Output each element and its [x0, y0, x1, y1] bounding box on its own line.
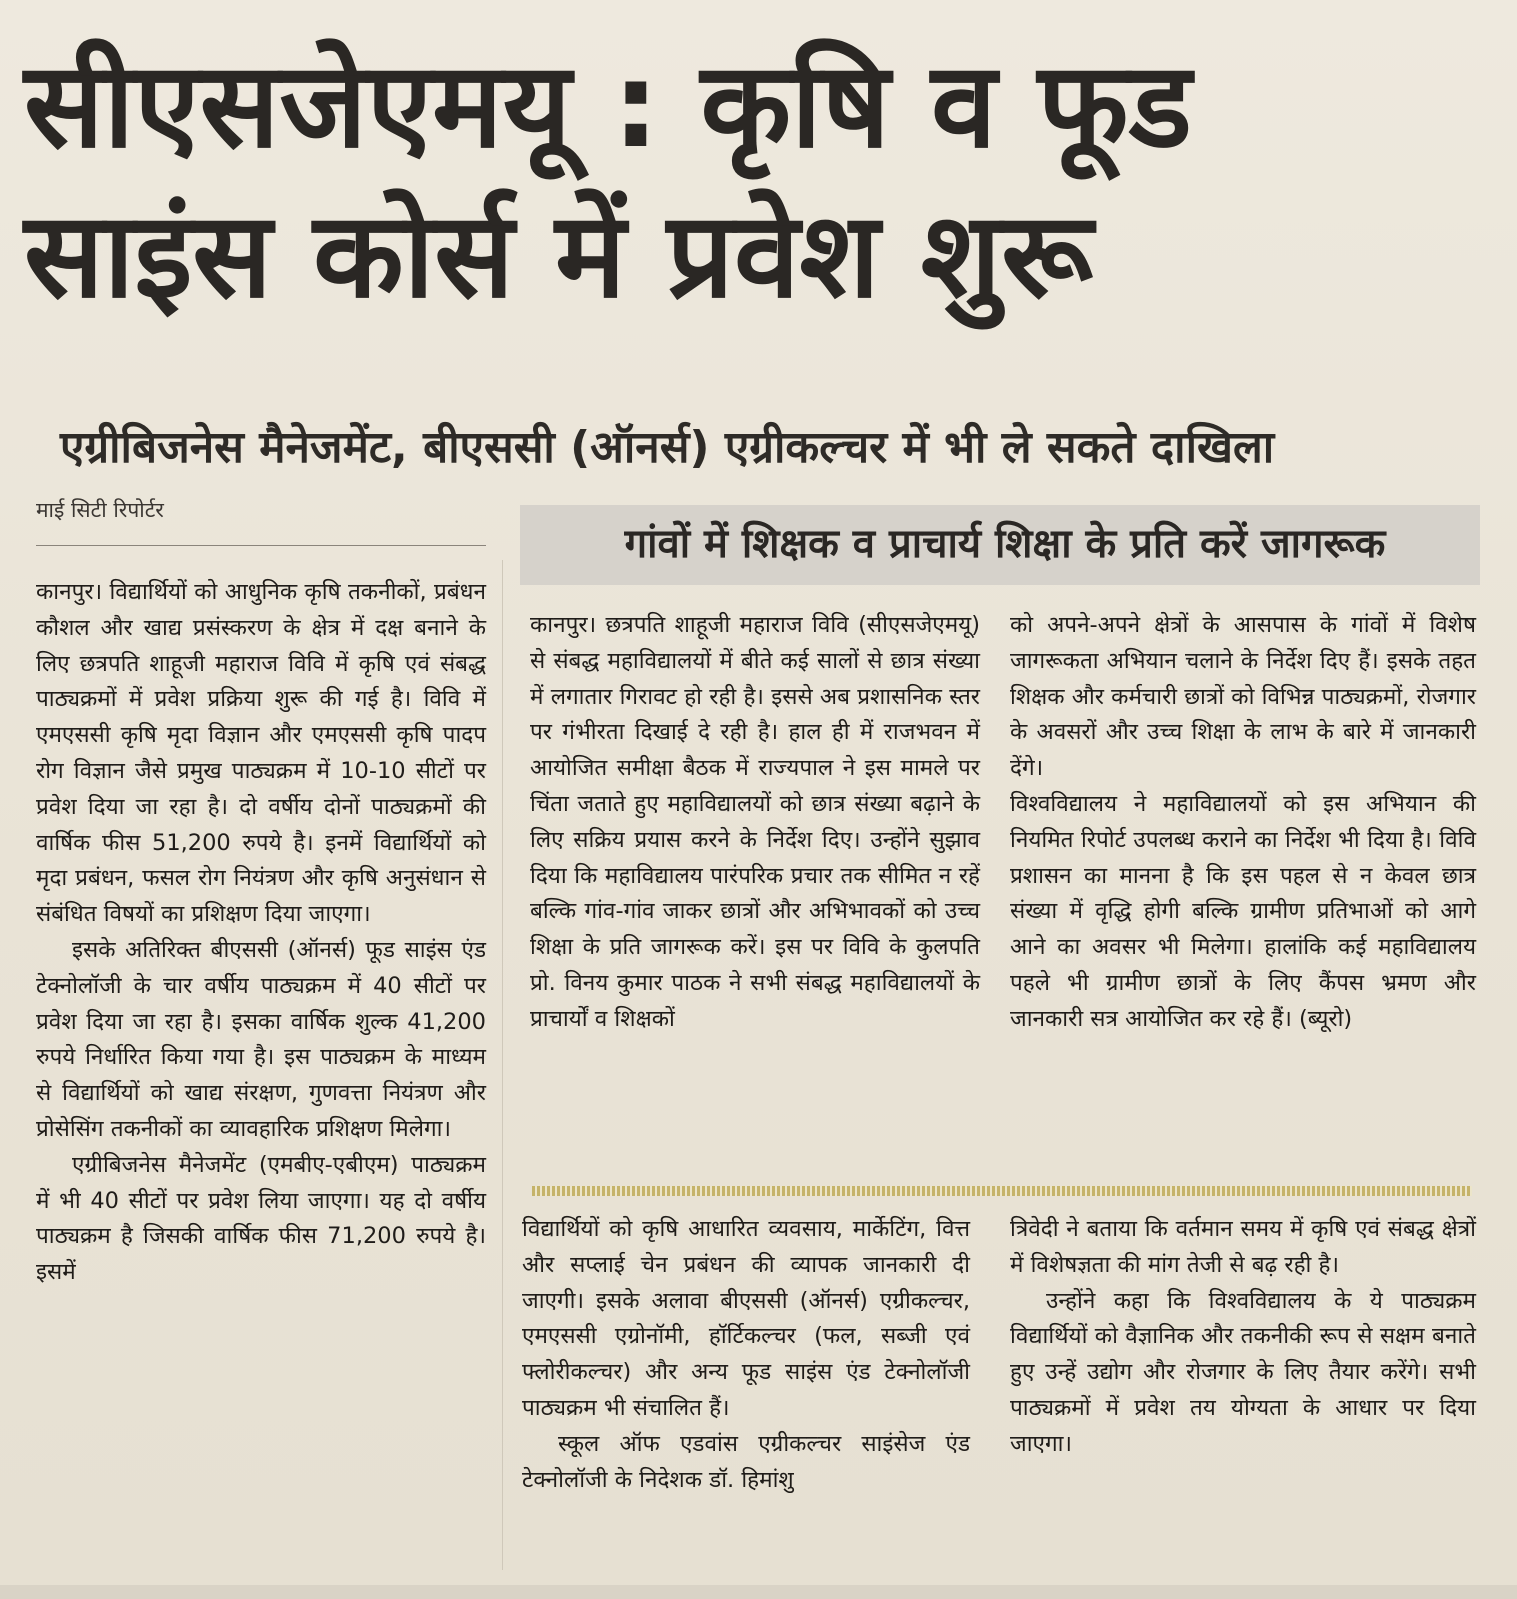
- main-story-column: [36, 575, 486, 1291]
- side-paragraph-1: कानपुर। छत्रपति शाहूजी महाराज विवि (सीएसजेएमयू) से संबद्ध महाविद्यालयों में बीते कई सालों से छात्र संख्या में लगातार गिरावट हो रही है। इससे अब प्रशासनिक स्तर पर गंभीरता दिखाई दे रही है। हाल ही में राजभवन में आयोजित समीक्षा बैठक में राज्यपाल ने इस मामले पर चिंता जताते हुए महाविद्यालयों को छात्र संख्या बढ़ाने के लिए सक्रिय प्रयास करने के निर्देश दिए। उन्होंने सुझाव दिया कि महाविद्यालय पारंपरिक प्रचार तक सीमित न रहें बल्कि गांव-गांव जाकर छात्रों और अभिभावकों को उच्च शिक्षा के प्रति जागरूक करें। इस पर विवि के कुलपति प्रो. विनय कुमार पाठक ने सभी संबद्ध महाविद्यालयों के प्राचार्यों व शिक्षकों: [530, 612, 980, 1032]
- side-paragraph-3: विश्वविद्यालय ने महाविद्यालयों को इस अभियान की नियमित रिपोर्ट उपलब्ध कराने का निर्देश भी दिया है। विवि प्रशासन का मानना है कि इस पहल से न केवल छात्र संख्या में वृद्धि होगी बल्कि ग्रामीण प्रतिभाओं को आगे आने का अवसर भी मिलेगा। हालांकि कई महाविद्यालय पहले भी ग्रामीण छात्रों के लिए कैंपस भ्रमण और जानकारी सत्र आयोजित कर रहे हैं। (ब्यूरो): [1010, 790, 1476, 1032]
- sub-headline: एग्रीबिजनेस मैनेजमेंट, बीएससी (ऑनर्स) एग्रीकल्चर में भी ले सकते दाखिला: [60, 422, 1275, 473]
- main-paragraph-1: कानपुर। विद्यार्थियों को आधुनिक कृषि तकनीकों, प्रबंधन कौशल और खाद्य प्रसंस्करण के क्षेत्र में दक्ष बनाने के लिए छत्रपति शाहूजी महाराज विवि में कृषि एवं संबद्ध पाठ्यक्रमों में प्रवेश प्रक्रिया शुरू की गई है। विवि में एमएससी कृषि मृदा विज्ञान और एमएससी कृषि पादप रोग विज्ञान जैसे प्रमुख पाठ्यक्रम में 10-10 सीटों पर प्रवेश दिया जा रहा है। दो वर्षीय दोनों पाठ्यक्रमों की वार्षिक फीस 51,200 रुपये है। इनमें विद्यार्थियों को मृदा प्रबंधन, फसल रोग नियंत्रण और कृषि अनुसंधान से संबंधित विषयों का प्रशिक्षण दिया जाएगा।: [36, 579, 486, 928]
- main-headline: [24, 30, 1494, 330]
- byline: माई सिटी रिपोर्टर: [36, 498, 164, 522]
- side-story-column-2: [1010, 608, 1476, 1038]
- continuation-paragraph-3: त्रिवेदी ने बताया कि वर्तमान समय में कृषि एवं संबद्ध क्षेत्रों में विशेषज्ञता की मांग तेजी से बढ़ रही है।: [1010, 1216, 1476, 1278]
- main-story-continuation-2: [1010, 1212, 1476, 1463]
- main-paragraph-2: इसके अतिरिक्त बीएससी (ऑनर्स) फूड साइंस एंड टेक्नोलॉजी के चार वर्षीय पाठ्यक्रम में 40 सीटों पर प्रवेश दिया जा रहा है। इसका वार्षिक शुल्क 41,200 रुपये निर्धारित किया गया है। इस पाठ्यक्रम के माध्यम से विद्यार्थियों को खाद्य संरक्षण, गुणवत्ता नियंत्रण और प्रोसेसिंग तकनीकों का व्यावहारिक प्रशिक्षण मिलेगा।: [36, 936, 486, 1142]
- column-rule: [502, 560, 503, 1570]
- headline-line-2: साइंस कोर्स में प्रवेश शुरू: [24, 186, 1093, 324]
- main-story-continuation-1: [522, 1212, 970, 1498]
- side-story-divider: [532, 1186, 1472, 1196]
- continuation-paragraph-4: उन्होंने कहा कि विश्वविद्यालय के ये पाठ्यक्रम विद्यार्थियों को वैज्ञानिक और तकनीकी रूप से सक्षम बनाते हुए उन्हें उद्योग और रोजगार के लिए तैयार करेंगे। सभी पाठ्यक्रमों में प्रवेश तय योग्यता के आधार पर दिया जाएगा।: [1010, 1287, 1476, 1457]
- headline-line-1: सीएसजेएमयू : कृषि व फूड: [24, 36, 1192, 174]
- side-paragraph-2: को अपने-अपने क्षेत्रों के आसपास के गांवों में विशेष जागरूकता अभियान चलाने के निर्देश दिए हैं। इसके तहत शिक्षक और कर्मचारी छात्रों को विभिन्न पाठ्यक्रमों, रोजगार के अवसरों और उच्च शिक्षा के लाभ के बारे में जानकारी देंगे।: [1010, 612, 1476, 782]
- byline-rule: [36, 545, 486, 546]
- page-bottom-edge: [0, 1585, 1517, 1599]
- continuation-paragraph-2: स्कूल ऑफ एडवांस एग्रीकल्चर साइंसेज एंड टेक्नोलॉजी के निदेशक डॉ. हिमांशु: [522, 1430, 970, 1493]
- side-story-column-1: [530, 608, 980, 1038]
- side-story-headline: गांवों में शिक्षक व प्राचार्य शिक्षा के प्रति करें जागरूक: [624, 521, 1386, 567]
- continuation-paragraph-1: विद्यार्थियों को कृषि आधारित व्यवसाय, मार्केटिंग, वित्त और सप्लाई चेन प्रबंधन की व्यापक जानकारी दी जाएगी। इसके अलावा बीएससी (ऑनर्स) एग्रीकल्चर, एमएससी एग्रोनॉमी, हॉर्टिकल्चर (फल, सब्जी एवं फ्लोरीकल्चर) और अन्य फूड साइंस एंड टेक्नोलॉजी पाठ्यक्रम भी संचालित हैं।: [522, 1216, 970, 1421]
- main-paragraph-3: एग्रीबिजनेस मैनेजमेंट (एमबीए-एबीएम) पाठ्यक्रम में भी 40 सीटों पर प्रवेश लिया जाएगा। यह दो वर्षीय पाठ्यक्रम है जिसकी वार्षिक फीस 71,200 रुपये है। इसमें: [36, 1151, 486, 1286]
